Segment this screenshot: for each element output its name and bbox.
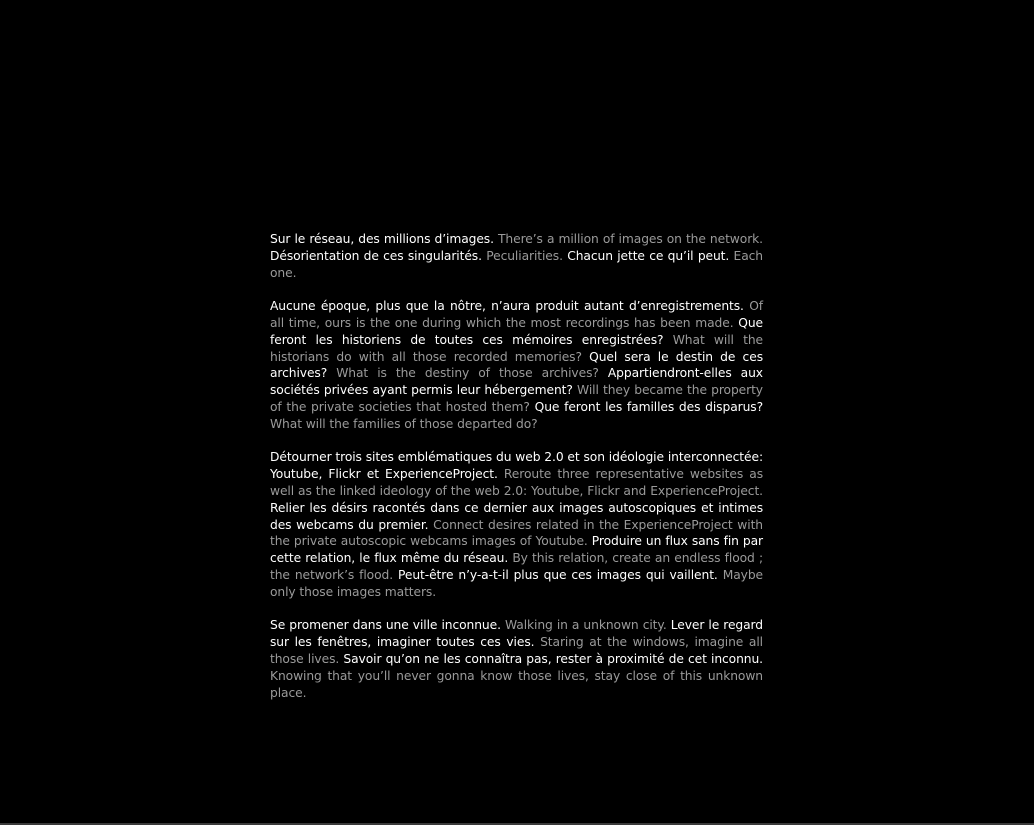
french-text: Se promener dans une ville inconnue. (270, 618, 505, 633)
french-text: Lever le regard sur les fenêtres, imaginer toutes ces vies. (270, 618, 763, 650)
paragraph-2 (270, 298, 763, 432)
english-text: Walking in a unknown city. (504, 618, 671, 633)
english-text: Maybe only those images matters. (270, 567, 763, 599)
english-text: Reroute three representative websites as well as the linked ideology of the web 2.0: Youtube, Flickr and ExperienceProject. (270, 467, 763, 498)
english-text: There’s a million of images on the network. (498, 232, 763, 246)
paragraph-1 (270, 231, 763, 281)
french-text: Produire un flux sans fin par cette relation, le flux même du réseau. (270, 534, 763, 566)
english-text: Staring at the windows, imagine all those lives. (270, 635, 763, 666)
french-text: Que feront les familles des disparus? (534, 399, 764, 414)
bilingual-text-block (270, 231, 763, 718)
french-text: Peut-être n’y-a-t-il plus que ces images qui vaillent. (398, 567, 723, 582)
paragraph-4 (270, 617, 763, 701)
french-text: Que feront les historiens de toutes ces mémoires enregistrées? (270, 315, 763, 347)
french-text: Relier les désirs racontés dans ce dernier aux images autoscopiques et intimes des webcams du premier. (270, 500, 763, 532)
french-text: Détourner trois sites emblématiques du web 2.0 et son idéologie interconnectée: Youtube, Flickr et ExperienceProject. (270, 450, 763, 482)
french-text: Quel sera le destin de ces archives? (270, 349, 763, 381)
english-text: Knowing that you’ll never gonna know those lives, stay close of this unknown place. (270, 668, 763, 700)
english-text: What will the historians do with all those recorded memories? (270, 332, 763, 364)
french-text: Savoir qu’on ne les connaîtra pas, rester à proximité de cet inconnu. (343, 651, 763, 666)
paragraph-3 (270, 449, 763, 600)
english-text: What will the families of those departed do? (270, 416, 538, 431)
french-text: Désorientation de ces singularités. (270, 248, 487, 263)
english-text: Will they became the property of the private societies that hosted them? (270, 383, 763, 414)
french-text: Appartiendront-elles aux sociétés privées ayant permis leur hébergement? (270, 366, 763, 398)
english-text: Each one. (270, 248, 763, 280)
english-text: Connect desires related in the ExperienceProject with the private autoscopic webcams images of Youtube. (270, 517, 763, 549)
english-text: What is the destiny of those archives? (336, 366, 608, 381)
english-text: Of all time, ours is the one during which the most recordings has been made. (270, 299, 763, 330)
french-text: Chacun jette ce qu’il peut. (567, 248, 734, 263)
english-text: By this relation, create an endless flood ; the network’s flood. (270, 551, 763, 582)
french-text: Aucune époque, plus que la nôtre, n’aura produit autant d’enregistrements. (270, 299, 750, 314)
french-text: Sur le réseau, des millions d’images. (270, 232, 499, 246)
english-text: Peculiarities. (486, 248, 568, 263)
